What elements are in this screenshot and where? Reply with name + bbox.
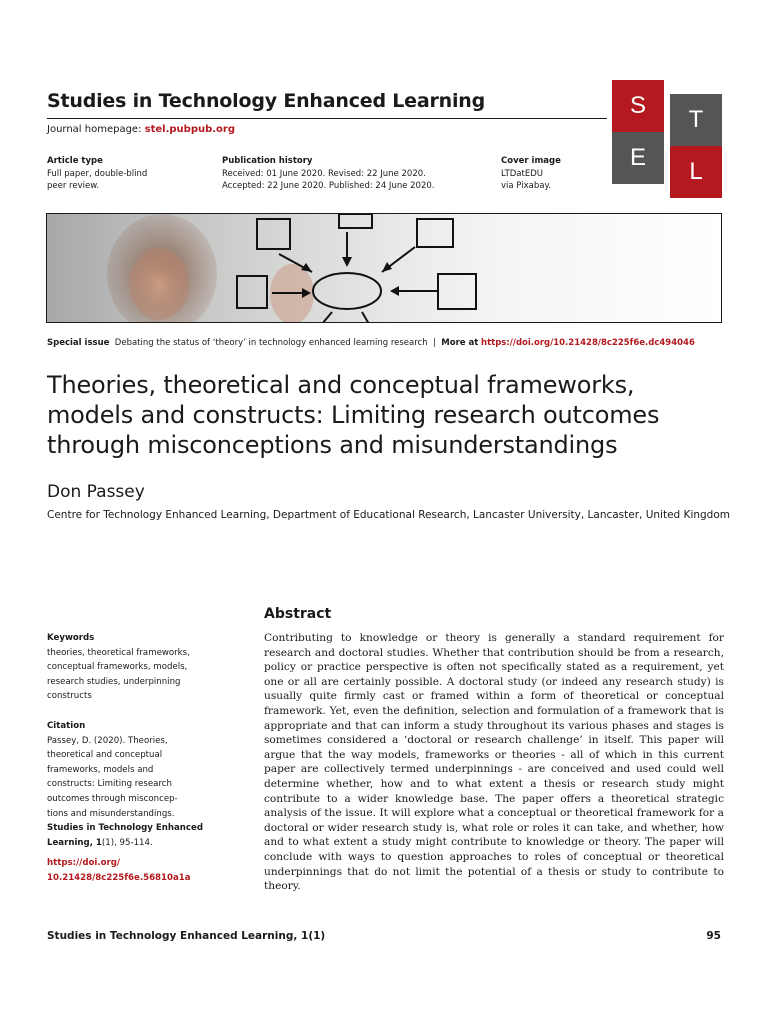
citation-line: Passey, D. (2020). Theories, — [47, 735, 168, 746]
keywords-heading: Keywords — [47, 633, 95, 643]
citation-line: frameworks, models and — [47, 764, 154, 775]
article-type — [47, 155, 147, 193]
keyword-line: theories, theoretical frameworks, — [47, 647, 190, 658]
citation-line: constructs: Limiting research — [47, 779, 172, 790]
keyword-line: research studies, underpinning — [47, 676, 181, 687]
citation-issue-pages: (1), 95-114. — [101, 837, 153, 848]
homepage-link[interactable]: stel.pubpub.org — [144, 124, 236, 135]
logo-letter-e: E — [612, 132, 664, 184]
cover-image-line: LTDatEDU — [501, 168, 543, 179]
publication-history-line: Accepted: 22 June 2020. Published: 24 June 2020. — [222, 181, 435, 191]
title-rule — [47, 118, 607, 119]
cover-image-line: via Pixabay. — [501, 181, 551, 191]
abstract-heading: Abstract — [264, 606, 332, 622]
keyword-line: conceptual frameworks, models, — [47, 662, 188, 673]
article-type-line: peer review. — [47, 181, 100, 191]
special-issue-text: Debating the status of ‘theory’ in technology enhanced learning research — [114, 338, 428, 348]
stel-logo — [612, 80, 722, 198]
author-affiliation: Centre for Technology Enhanced Learning, Department of Educational Research, Lancaster University, Lancaster, United Kingdom — [47, 509, 730, 521]
footer-journal: Studies in Technology Enhanced Learning, 1(1) — [47, 930, 326, 942]
abstract-text: Contributing to knowledge or theory is generally a standard requirement for research and doctoral studies. Whether that contribution should be from a research, policy or practice perspective is often not specifically stated as a requirement, yet one or all are certainly possible. A doctoral study (or indeed any research study) is usually quite firmly cast or framed within a form of theoretical or conceptual framework. Yet, even the definition, selection and formulation of a framework that is appropriate and that can inform a study throughout its various phases and stages is sometimes considered a ‘doctoral or research challenge’ in itself. This paper will argue that the way models, frameworks or theories - all of which in this current paper are collectively termed underpinnings - are conceived and used could well determine whether, how and to what extent a thesis or research study might contribute to a wider knowledge base. The paper offers a theoretical strategic analysis of the issue. It will explore what a conceptual or theoretical framework for a doctoral or wider research study is, what role or roles it can take, and whether, how and to what extent a study might contribute to knowledge or theory. The paper will conclude with ways to question approaches to roles of conceptual or theoretical underpinnings that do not limit the potential of a thesis or study to contribute to theory. — [264, 632, 724, 893]
citation-doi-link[interactable]: https://doi.org/ — [47, 858, 121, 869]
article-type-heading: Article type — [47, 156, 103, 166]
article-title — [47, 370, 727, 460]
journal-title: Studies in Technology Enhanced Learning — [47, 90, 486, 112]
citation-journal-volume: Learning, 1 — [47, 837, 102, 848]
special-issue-separator: | — [433, 338, 436, 348]
cover-image-heading: Cover image — [501, 156, 561, 166]
author-name: Don Passey — [47, 482, 145, 502]
publication-history-heading: Publication history — [222, 156, 313, 166]
keywords-block — [47, 631, 207, 704]
citation-line: tions and misunderstandings. — [47, 808, 175, 819]
logo-letter-s: S — [612, 80, 664, 132]
cover-image-credit — [501, 155, 561, 193]
logo-letter-t: T — [670, 94, 722, 146]
special-issue-doi-link[interactable]: https://doi.org/10.21428/8c225f6e.dc494046 — [481, 338, 695, 348]
citation-journal-issue — [47, 836, 207, 851]
special-issue-label: Special issue — [47, 338, 110, 348]
citation-heading: Citation — [47, 721, 86, 731]
article-title-line: through misconceptions and misunderstandings — [47, 431, 618, 459]
article-title-line: models and constructs: Limiting research outcomes — [47, 401, 660, 429]
journal-homepage — [47, 124, 235, 135]
cover-illustration — [47, 214, 722, 323]
logo-letter-l: L — [670, 146, 722, 198]
publication-history — [222, 155, 434, 193]
publication-history-line: Received: 01 June 2020. Revised: 22 June 2020. — [222, 168, 426, 179]
keyword-line: constructs — [47, 691, 92, 702]
special-issue — [47, 338, 695, 348]
cover-image — [46, 213, 722, 323]
article-type-line: Full paper, double-blind — [47, 168, 148, 179]
citation-line: outcomes through misconcep- — [47, 793, 178, 804]
citation-doi-link-continued[interactable]: 10.21428/8c225f6e.56810a1a — [47, 872, 191, 883]
more-at-label: More at — [441, 338, 479, 348]
citation-block — [47, 719, 207, 886]
article-title-line: Theories, theoretical and conceptual frameworks, — [47, 371, 635, 399]
page-number: 95 — [706, 930, 721, 942]
citation-journal: Studies in Technology Enhanced — [47, 823, 203, 834]
citation-line: theoretical and conceptual — [47, 750, 163, 761]
homepage-label: Journal homepage: — [47, 124, 145, 135]
